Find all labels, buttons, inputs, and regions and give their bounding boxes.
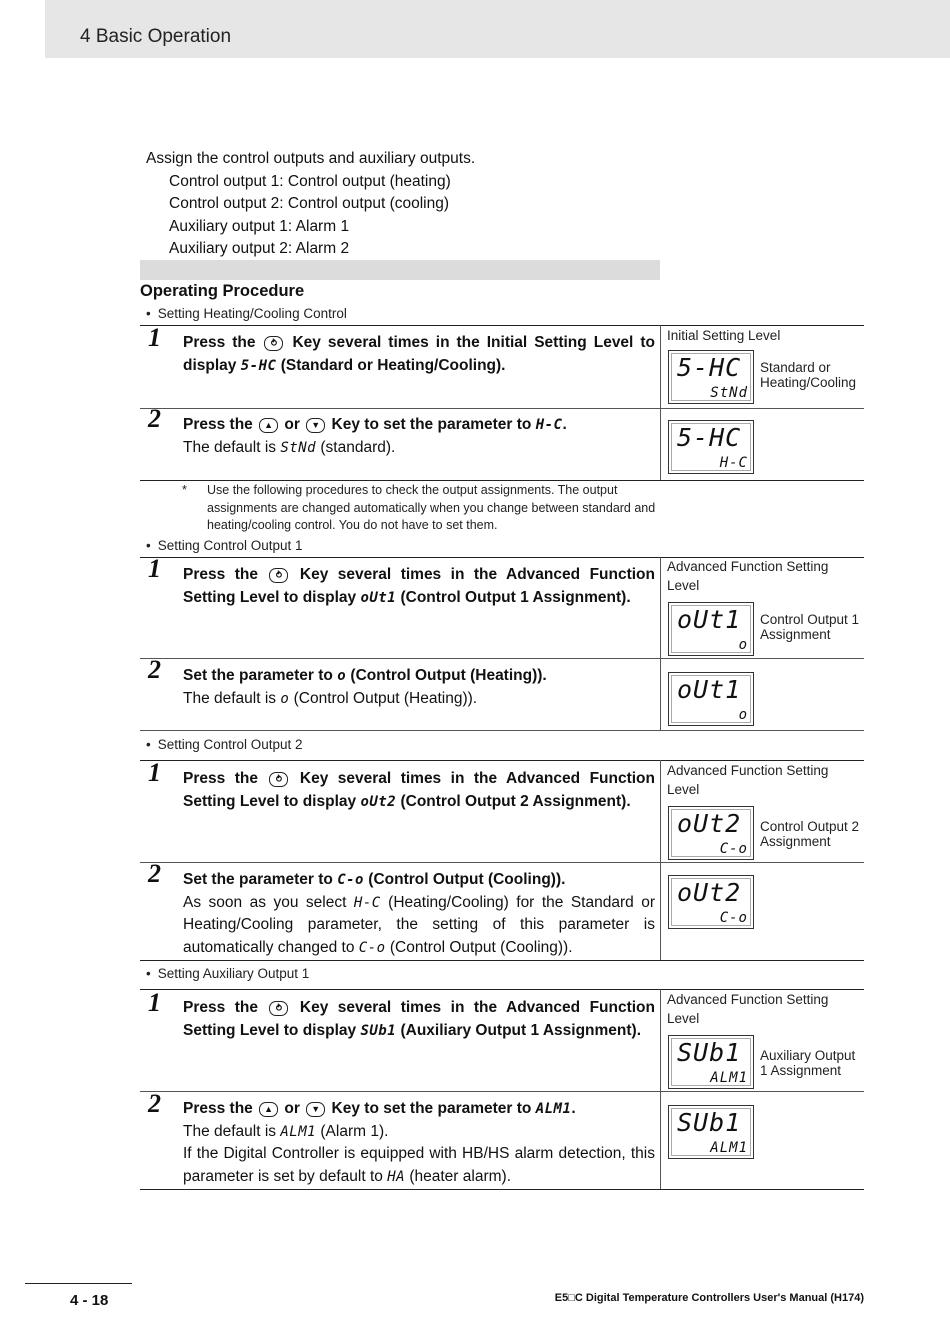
column-divider xyxy=(660,557,661,730)
display-top: 5-HC xyxy=(677,353,742,382)
step-text: Press the ⥁ Key several times in the Initial Setting Level to display 5-HC (Standard or Heating/Cooling). xyxy=(183,334,655,374)
bullet-control-output-2: • Setting Control Output 2 xyxy=(146,737,303,752)
lcd-display: oUt2 C-o xyxy=(668,806,754,860)
divider xyxy=(140,960,864,961)
step-number: 2 xyxy=(148,655,161,684)
up-key-icon: ▲ xyxy=(259,418,278,433)
display-caption: Auxiliary Output 1 Assignment xyxy=(760,1048,856,1078)
procedure-title: Operating Procedure xyxy=(140,282,305,300)
step-number: 2 xyxy=(148,1089,161,1118)
divider xyxy=(140,1189,864,1190)
intro-block xyxy=(146,148,475,261)
section-bar xyxy=(140,260,660,280)
divider xyxy=(140,408,864,409)
intro-item: Control output 1: Control output (heating) xyxy=(169,172,451,190)
step-text: Set the parameter to C-o (Control Output (Cooling)). As soon as you select H-C (Heating/Cooling) for the Standard or Heating/Cooling parameter, the setting of this parameter is automatically changed to C-o (Control Output (Cooling)). xyxy=(183,871,655,956)
step-number: 1 xyxy=(148,323,161,352)
divider xyxy=(140,658,864,659)
cycle-key-icon: ⥁ xyxy=(269,1001,288,1016)
display-bottom: StNd xyxy=(710,385,748,401)
step-number: 1 xyxy=(148,554,161,583)
step-text: Press the ⥁ Key several times in the Advanced Function Setting Level to display SUb1 (Auxiliary Output 1 Assignment). xyxy=(183,999,655,1039)
lcd-display xyxy=(668,350,754,404)
cycle-key-icon: ⥁ xyxy=(264,336,283,351)
display-caption: Control Output 2 Assignment xyxy=(760,819,860,849)
lcd-display: oUt1 o xyxy=(668,602,754,656)
up-key-icon: ▲ xyxy=(259,1102,278,1117)
divider xyxy=(140,480,864,481)
step-number: 1 xyxy=(148,988,161,1017)
column-divider xyxy=(660,325,661,480)
intro-item: Auxiliary output 1: Alarm 1 xyxy=(169,217,350,235)
step-text: Press the ▲ or ▼ Key to set the parameter to H-C. The default is StNd (standard). xyxy=(183,416,567,456)
bullet-control-output-1: • Setting Control Output 1 xyxy=(146,538,303,553)
step-text: Press the ⥁ Key several times in the Advanced Function Setting Level to display oUt2 (Control Output 2 Assignment). xyxy=(183,770,655,810)
down-key-icon: ▼ xyxy=(306,1102,325,1117)
note: * Use the following procedures to check the output assignments. The output assignments are changed automatically when you change between standard and heating/cooling control. You do not have to set them. xyxy=(182,483,656,532)
lcd-display: 5-HC H-C xyxy=(668,420,754,474)
cycle-key-icon: ⥁ xyxy=(269,772,288,787)
level-label: Advanced Function Setting Level xyxy=(667,992,829,1026)
column-divider xyxy=(660,760,661,960)
segment-code: 5-HC xyxy=(240,357,277,374)
divider xyxy=(140,730,864,731)
down-key-icon: ▼ xyxy=(306,418,325,433)
bullet-auxiliary-output-1: • Setting Auxiliary Output 1 xyxy=(146,966,309,981)
step-number: 1 xyxy=(148,758,161,787)
page-number: 4 - 18 xyxy=(70,1292,109,1309)
lcd-display: SUb1 ALM1 xyxy=(668,1105,754,1159)
display-caption: Standard or Heating/Cooling xyxy=(760,360,857,390)
step-number: 2 xyxy=(148,859,161,888)
step-text: Press the ▲ or ▼ Key to set the parameter to ALM1. The default is ALM1 (Alarm 1). If the Digital Controller is equipped with HB/HS alarm detection, this parameter is set by default to HA (heater alarm). xyxy=(183,1100,655,1185)
display-caption: Control Output 1 Assignment xyxy=(760,612,860,642)
level-label: Advanced Function Setting Level xyxy=(667,559,829,593)
cycle-key-icon: ⥁ xyxy=(269,568,288,583)
level-label: Advanced Function Setting Level xyxy=(667,763,829,797)
lcd-display: oUt2 C-o xyxy=(668,875,754,929)
step-text: Press the ⥁ Key several times in the Advanced Function Setting Level to display oUt1 (Control Output 1 Assignment). xyxy=(183,566,655,606)
intro-item: Auxiliary output 2: Alarm 2 xyxy=(169,240,350,257)
footer-rule xyxy=(25,1283,132,1284)
divider xyxy=(140,1091,864,1092)
step-text: Set the parameter to o (Control Output (Heating)). The default is o (Control Output (Heating)). xyxy=(183,667,547,707)
lcd-display: oUt1 o xyxy=(668,672,754,726)
page-header-title: 4 Basic Operation xyxy=(80,26,232,47)
intro-line: Assign the control outputs and auxiliary outputs. xyxy=(146,150,476,167)
divider xyxy=(140,862,864,863)
bullet-heating-cooling: • Setting Heating/Cooling Control xyxy=(146,306,347,321)
step-number: 2 xyxy=(148,404,161,433)
lcd-display: SUb1 ALM1 xyxy=(668,1035,754,1089)
column-divider xyxy=(660,989,661,1189)
level-label: Initial Setting Level xyxy=(667,328,781,343)
footer-title: E5□C Digital Temperature Controllers User's Manual (H174) xyxy=(554,1292,864,1304)
intro-item: Control output 2: Control output (cooling) xyxy=(169,195,450,212)
